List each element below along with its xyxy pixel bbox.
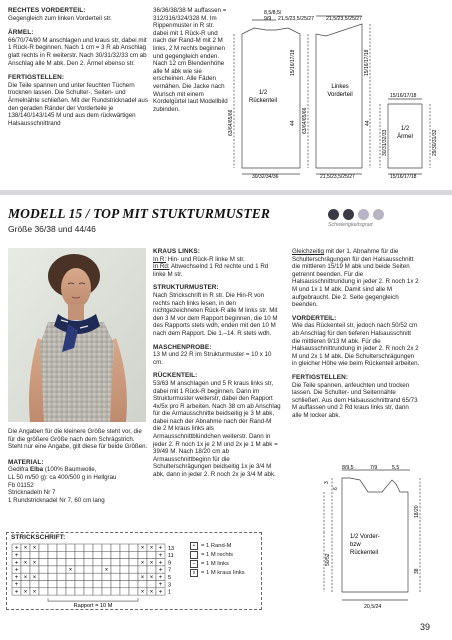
chart-cell (57, 573, 66, 580)
rechtes-vorderteil-text: Gegengleich zum linken Vorderteil str. (8, 14, 112, 22)
chart-symbol: × (149, 574, 154, 581)
chart-symbol: + (158, 553, 163, 559)
chart-cell (84, 588, 93, 595)
chart-symbol: × (32, 545, 37, 552)
chart-cell (93, 566, 102, 573)
chart-cell (39, 551, 48, 558)
legend-text: = 1 M kraus links (201, 569, 245, 576)
difficulty-rating (328, 209, 408, 228)
chart-cell (39, 588, 48, 595)
material-line-5: 1 Rundstricknadel Nr 7, 60 cm lang (8, 496, 105, 504)
ruecken-text: 53/63 M anschlagen und 5 R kraus links str, dabei mit 1 Rück-R beginnen. Dann im Strukturmuster weiterstr, dabei den Rapport 4x/5x pro R arbeiten. Nach 38 cm ab Anschlag für die Armausschnitte beidseitig je 3 M abk, dabei nach der Abnahme nach der Rand-M die 2 M kraus links als Armausschnittblündchen weiterstr. Dann in jeder 2. R noch 1x je 2 M und 2x je 1 M abk = 39/49 M. Nach 18/20 cm ab Armausschnittbeginn für die Schulterschrägungen beidseitig 1x je 3/4 M abk, dann in jeder 2. R noch 2x je 3/4 M abk. (153, 379, 281, 479)
chart-symbol: + (158, 574, 163, 581)
chart-cell (129, 566, 138, 573)
kraus-in-rd-label: In Rd: (153, 263, 170, 271)
chart-cell (75, 581, 84, 588)
chart-symbol: + (158, 567, 163, 574)
chart-symbol: + (14, 574, 19, 581)
bottom-width-dim: 20,5/24 (364, 604, 382, 610)
chart-cell (102, 559, 111, 566)
vorderteil-heading: VORDERTEIL: (292, 314, 337, 322)
chart-cell (138, 566, 147, 573)
legend-text: = 1 M rechts (201, 551, 234, 558)
gleichzeitig-body: mit der 1. Abnahme für die Schulterschrägungen für den Halsausschnitt die mittleren 15/19 M abk und beide Seiten getrennt beenden. Für die Halsausschnittrundung in jeder 2. R noch 1x 2 M und 1x 1 M abk. Damit sind alle M aufgebraucht. Die 2. Seite gegengleich beenden. (292, 248, 419, 309)
chart-row-number: 11 (168, 553, 174, 560)
chart-cell (84, 551, 93, 558)
bottom-schematic (320, 462, 430, 612)
top-middle-column (153, 7, 229, 113)
chart-cell (21, 551, 30, 558)
fertigstellen-text-top: Die Teile spannen und unter feuchten Tüchern trocknen lassen. Die Schulter-, Seiten- und Ärmelnähte schließen. Mit der Rundstricknadel aus den geraden Ränder der Vorderteile je 138/140/143/145 M und aus dem rückwärtigen Halsausschnittrand (8, 81, 148, 127)
chart-cell (30, 581, 39, 588)
model-title: MODELL 15 / TOP MIT STUKTURMUSTER (8, 206, 270, 221)
chart-cell (39, 544, 48, 551)
blende-text: 36/36/38/38 M auffassen = 312/316/324/328 M. Im Rippenmuster in R str. dabei mit 1 Rück-R und nach der Rand-M mit 2 M links, 2 M rechts beginnen und gegengleich enden. Nach 12 cm Blendenhöhe alle M abk wie sie erscheinen. Alle Fäden vernähen. Die Jacke nach Wunsch mit einem Kordelgürtel laut Modellbild zubinden. (153, 7, 228, 113)
front-width-dim: 21,5/23,5/25/27 (320, 174, 355, 180)
bottom-top-left-dim: 8/9,5 (342, 465, 354, 471)
sleeve-label-2: Ärmel (397, 134, 413, 140)
struktur-text: Nach Strickschrift in R str. Die Hin-R von rechts nach links lesen, in den nichtgezeichneten Rück-R alle M links str. Mit den 3 M vor dem Rapport beginnen, die 10 M des Rapports stets wdh, enden mit den 10 M nach dem Rapport. Die 1.–14. R stets wdh. (153, 291, 278, 337)
sleeve-right-dim: 29/30/31/32 (432, 129, 438, 156)
kraus-in-r-text: Hin- und Rück-R linke M str. (167, 255, 245, 263)
front-label-2: Vorderteil (327, 92, 353, 98)
chart-row-number: 3 (168, 582, 172, 589)
chart-symbol: × (140, 574, 145, 581)
chart-cell (57, 544, 66, 551)
chart-cell (75, 566, 84, 573)
sleeve-bottom-dim: 15/16/17/18 (390, 174, 417, 180)
ruecken-heading: RÜCKENTEIL: (153, 372, 198, 380)
chart-cell (48, 544, 57, 551)
difficulty-dot-2 (343, 209, 354, 220)
kraus-in-r (153, 256, 281, 264)
bottom-top-mid-dim: 7/9 (370, 465, 378, 471)
chart-cell (111, 551, 120, 558)
chart-cell (93, 551, 102, 558)
bottom-label-3: Rückenteil (350, 550, 379, 556)
chart-cell (84, 544, 93, 551)
chart-symbol: + (158, 560, 163, 567)
fertigstellen-heading-top: FERTIGSTELLEN: (8, 74, 65, 82)
chart-cell (129, 551, 138, 558)
chart-cell (21, 581, 30, 588)
chart-cell (57, 559, 66, 566)
chart-cell (120, 566, 129, 573)
chart-symbol: × (23, 574, 28, 581)
chart-cell (48, 588, 57, 595)
chart-cell (93, 588, 102, 595)
legend-row-2 (190, 550, 245, 559)
chart-cell (129, 581, 138, 588)
chart-cell (120, 551, 129, 558)
model-sizes: Größe 36/38 und 44/46 (8, 224, 96, 234)
chart-cell (120, 581, 129, 588)
chart-cell (66, 544, 75, 551)
material-line-2: LL 50 m/50 g): ca 400/500 g in Hellgrau (8, 473, 117, 481)
chart-cell (120, 544, 129, 551)
front-armhole-dim: 15/16/17/18 (364, 49, 370, 76)
chart-cell (84, 581, 93, 588)
armel-text: 66/70/74/80 M anschlagen und kraus str, dabei mit 1 Rück-R beginnen. Nach 1 cm = 3 R ab Anschlag glatt rechts in R weiterstr. Nach 30/31/32/33 cm ab Anschlag alle M abk. Den 2. Ärmel ebenso str. (8, 36, 147, 67)
front-inner-dim: 44 (365, 120, 371, 126)
chart-cell (39, 566, 48, 573)
chart-cell (111, 581, 120, 588)
chart-cell (102, 551, 111, 558)
sleeve-length-dim: 30/31/32/33 (382, 129, 388, 156)
bottom-label-1: 1/2 Vorder- (350, 534, 380, 540)
chart-symbol: + (14, 589, 19, 596)
chart-symbol: × (140, 589, 145, 596)
chart-cell (30, 551, 39, 558)
legend-symbol: – (190, 560, 198, 568)
chart-cell (93, 581, 102, 588)
top-schematic (230, 6, 448, 178)
chart-row-number: 5 (168, 575, 172, 581)
legend-symbol: x (190, 569, 198, 577)
back-width-dim: 30/32/34/36 (252, 174, 279, 180)
chart-cell (48, 566, 57, 573)
chart-cell (111, 566, 120, 573)
chart-symbol: × (149, 545, 154, 552)
model-photo (8, 248, 146, 422)
chart-cell (66, 551, 75, 558)
left-column (8, 428, 148, 504)
chart-symbol: + (158, 582, 163, 589)
maschenprobe-text: 13 M und 22 R im Strukturmuster = 10 x 10 cm. (153, 351, 272, 366)
chart-cell (75, 559, 84, 566)
chart-cell (75, 544, 84, 551)
chart-symbol: + (14, 582, 19, 589)
right-column (292, 248, 420, 419)
maschenprobe-heading: MASCHENPROBE: (153, 343, 212, 351)
chart-cell (93, 573, 102, 580)
front-label-1: Linkes (331, 84, 349, 90)
chart-cell (66, 588, 75, 595)
chart-cell (93, 544, 102, 551)
chart-cell (102, 581, 111, 588)
chart-cell (147, 551, 156, 558)
rapport-bracket (48, 598, 138, 601)
chart-symbol: + (158, 545, 163, 552)
chart-cell (120, 559, 129, 566)
material-line-4: Stricknadeln Nr 7 (8, 489, 56, 497)
chart-cell (39, 581, 48, 588)
chart-cell (84, 559, 93, 566)
bottom-h3-dim: 18/20 (414, 505, 420, 518)
chart-legend (190, 541, 245, 577)
chart-symbol: + (14, 553, 19, 559)
legend-text: = 1 Rand-M (201, 542, 232, 549)
chart-cell (66, 581, 75, 588)
chart-symbol: + (14, 545, 19, 552)
chart-cell (39, 573, 48, 580)
kraus-in-r-label: In R: (153, 255, 167, 263)
chart-cell (66, 573, 75, 580)
kraus-in-rd (153, 263, 281, 278)
back-top-dim-2: 9/9 (264, 16, 272, 22)
bottom-h4-dim: 50/52 (325, 553, 331, 566)
sleeve-top-dim: 15/16/17/18 (390, 93, 417, 99)
chart-cell (48, 551, 57, 558)
chart-cell (66, 559, 75, 566)
chart-heading: STRICKSCHRIFT: (11, 534, 66, 541)
chart-cell (30, 566, 39, 573)
chart-cell (48, 559, 57, 566)
material-heading: MATERIAL: (8, 458, 44, 466)
chart-cell (84, 573, 93, 580)
legend-row-1 (190, 541, 245, 550)
legend-symbol: + (190, 542, 198, 550)
chart-symbol: + (158, 589, 163, 596)
legend-row-3 (190, 559, 245, 568)
gleichzeitig-text (292, 248, 420, 309)
chart-symbol: × (32, 589, 37, 596)
chart-cell (102, 588, 111, 595)
back-top-dim: 8,5/8,5/ (264, 10, 282, 16)
chart-symbol: + (14, 567, 19, 574)
middle-column (153, 248, 281, 479)
chart-symbol: × (140, 545, 145, 552)
chart-cell (102, 573, 111, 580)
kraus-heading: KRAUS LINKS: (153, 248, 200, 255)
chart-cell (57, 566, 66, 573)
section-divider (0, 190, 452, 195)
kraus-in-rd-text: Abwechselnd 1 Rd rechte und 1 Rd linke M str. (153, 263, 269, 278)
back-inner-dim: 44 (290, 120, 296, 126)
front-shoulder-dim: 21,5/23,5/25/27 (326, 16, 363, 22)
fertigstellen-heading: FERTIGSTELLEN: (292, 373, 349, 381)
chart-symbol: × (104, 567, 109, 574)
chart-symbol: × (68, 567, 73, 574)
chart-cell (120, 588, 129, 595)
legend-row-4 (190, 568, 245, 577)
chart-row-number: 9 (168, 560, 172, 567)
chart-symbol: × (32, 574, 37, 581)
difficulty-dot-1 (328, 209, 339, 220)
legend-text: = 1 M links (201, 560, 229, 567)
chart-cell (48, 581, 57, 588)
vorderteil-text: Wie das Rückenteil str, jedoch nach 50/52 cm ab Anschlag für den tieferen Halsausschnitt die mittleren 9/13 M abk. Für die Halsausschnittrundung in jeder 2. R noch 2x 2 M und 2x 1 M abk. Die Schulterschrägungen in gleicher Höhe wie beim Rückenteil arbeiten. (292, 322, 420, 368)
chart-cell (93, 559, 102, 566)
chart-row-number: 13 (168, 545, 175, 552)
chart-cell (129, 544, 138, 551)
struktur-heading: STRUKTURMUSTER: (153, 284, 219, 292)
chart-cell (111, 559, 120, 566)
chart-cell (120, 573, 129, 580)
chart-cell (21, 566, 30, 573)
chart-symbol: × (23, 589, 28, 596)
back-height-dim: 63/64/65/66 (228, 109, 234, 136)
chart-cell (57, 588, 66, 595)
chart-cell (111, 573, 120, 580)
bottom-top-right-dim: 5,5 (392, 465, 400, 471)
model-header (8, 206, 328, 234)
chart-cell (75, 588, 84, 595)
back-label-1: 1/2 (258, 90, 268, 96)
chart-row-number: 7 (168, 567, 172, 574)
difficulty-label: Schwierigkeitsgrad (328, 222, 373, 228)
back-shoulder-dim: 21,5/23,5/25/27 (278, 16, 315, 22)
chart-cell (147, 566, 156, 573)
rechtes-vorderteil-heading: RECHTES VORDERTEIL: (8, 7, 86, 14)
bottom-h5-dim: 38 (414, 568, 420, 574)
legend-symbol (190, 551, 198, 559)
chart-cell (138, 551, 147, 558)
material-line-3: Fb 01152 (8, 481, 34, 489)
chart-cell (75, 573, 84, 580)
chart-cell (129, 559, 138, 566)
gleichzeitig-label: Gleichzeitig (292, 248, 324, 255)
back-armhole-dim: 15/16/17/18 (290, 49, 296, 76)
chart-cell (111, 544, 120, 551)
chart-row-number: 1 (168, 589, 172, 596)
difficulty-dots (328, 209, 408, 220)
chart-symbol: × (140, 560, 145, 567)
chart-cell (129, 588, 138, 595)
sleeve-label-1: 1/2 (400, 126, 410, 132)
top-left-column (8, 7, 148, 127)
bottom-h2-dim: 6 (333, 487, 339, 490)
chart-symbol: × (23, 545, 28, 552)
difficulty-dot-4 (373, 209, 384, 220)
chart-cell (57, 551, 66, 558)
fertigstellen-text: Die Teile spannen, anfeuchten und trocken lassen. Die Schulter- und Seitennähte schließen. Aus dem Halsausschnittrand 65/73 M auffassen und 2 Rd kraus links str, dann alle M locker abk. (292, 381, 418, 419)
armel-heading: ÄRMEL: (8, 29, 34, 37)
chart-cell (129, 573, 138, 580)
chart-cell (57, 581, 66, 588)
bottom-h1-dim: 3 (324, 481, 330, 484)
chart-cell (48, 573, 57, 580)
difficulty-dot-3 (358, 209, 369, 220)
front-height-dim: 63/64/65/66 (302, 107, 308, 134)
chart-cell (138, 581, 147, 588)
chart-symbol: × (149, 589, 154, 596)
chart-cell (39, 559, 48, 566)
page-number: 39 (420, 622, 431, 632)
material-list (8, 466, 148, 504)
chart-cell (75, 551, 84, 558)
chart-symbol: × (32, 560, 37, 567)
knitting-chart (10, 542, 210, 610)
chart-symbol: + (14, 560, 19, 567)
back-label-2: Rückenteil (248, 98, 278, 104)
chart-symbol: × (149, 560, 154, 567)
size-note: Die Angaben für die kleinere Größe steht vor, die für die größere Größe nach dem Schrägstrich. Steht nur eine Angabe, gilt diese für beide Größen. (8, 428, 148, 451)
chart-cell (111, 588, 120, 595)
chart-cell (147, 581, 156, 588)
bottom-label-2: bzw (350, 542, 361, 548)
chart-cell (102, 544, 111, 551)
chart-symbol: × (23, 560, 28, 567)
rapport-label: Rapport = 10 M (73, 603, 113, 610)
chart-cell (84, 566, 93, 573)
material-line-1: Gedifra Elba (100% Baumwolle, (8, 466, 97, 474)
